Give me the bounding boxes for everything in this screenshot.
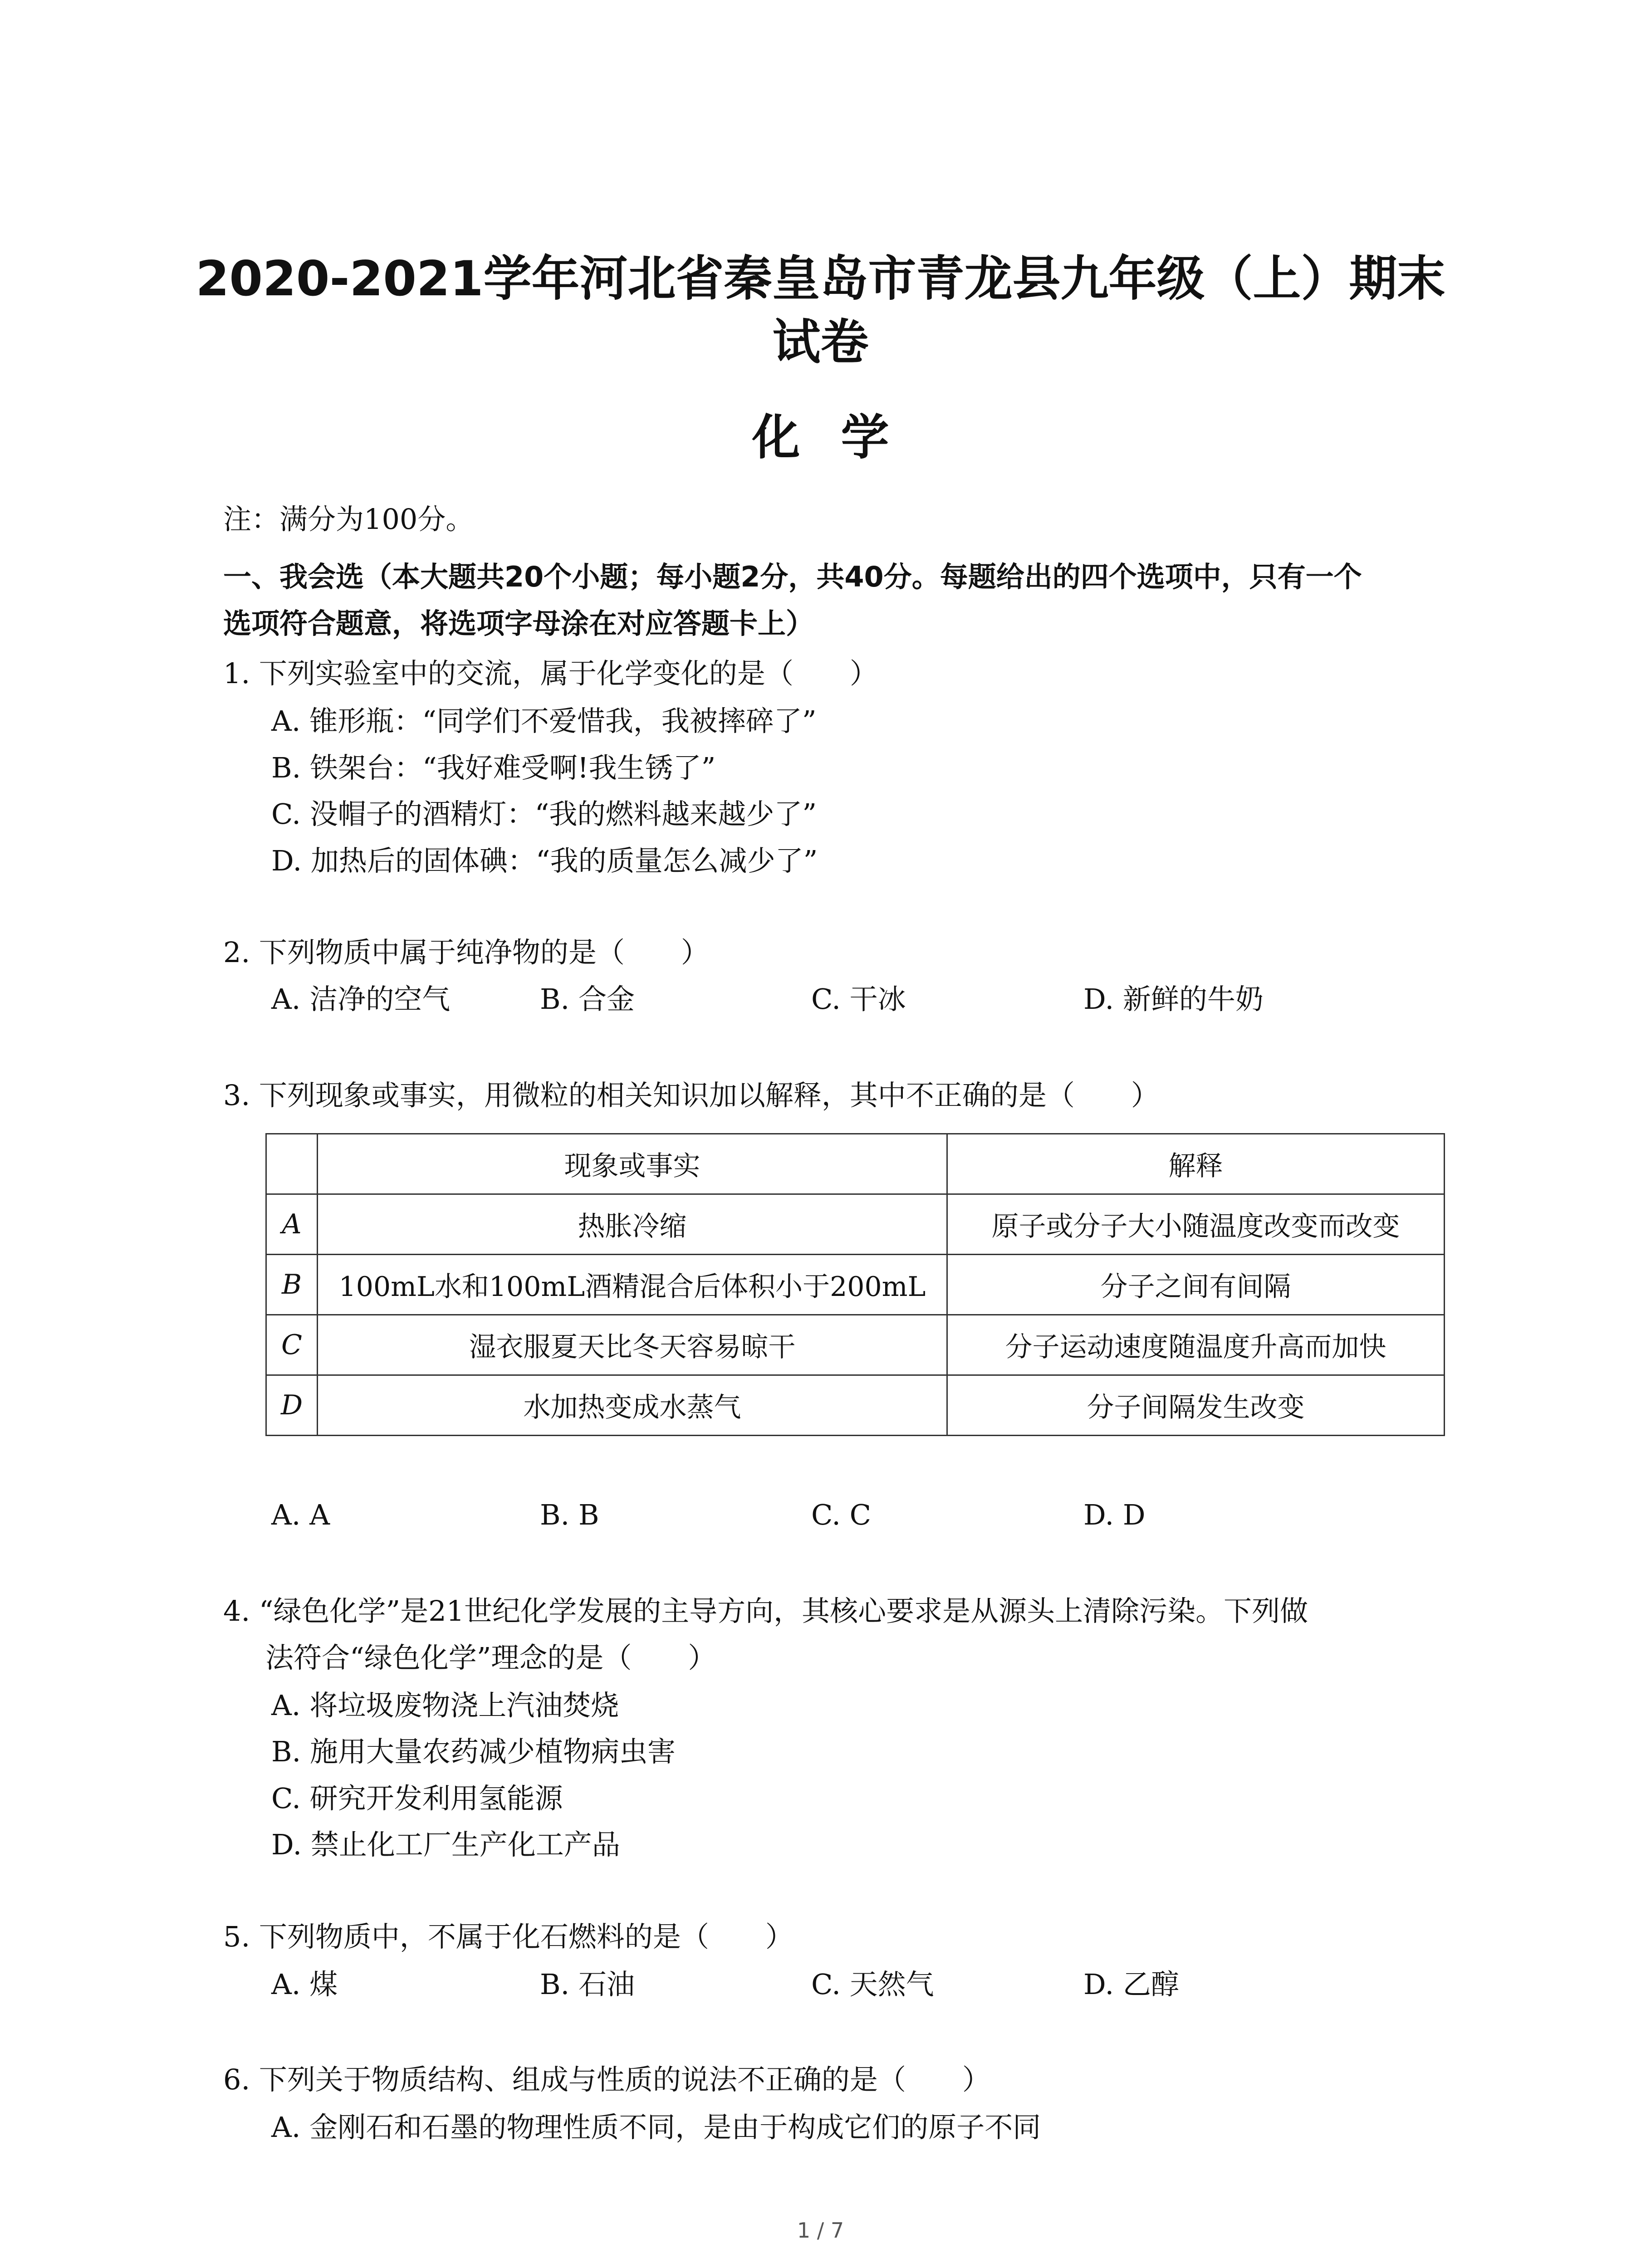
table-cell-explanation: 分子间隔发生改变 <box>947 1375 1445 1436</box>
table-header-row <box>266 1134 1445 1194</box>
question-3-option-a: A. A <box>271 1498 330 1531</box>
table-cell-phenomenon: 热胀冷缩 <box>318 1194 947 1255</box>
question-5-stem: 5. 下列物质中，不属于化石燃料的是（ ） <box>223 1920 794 1953</box>
question-4-stem-line1: 4. “绿色化学”是21世纪化学发展的主导方向，其核心要求是从源头上清除污染。下列做 <box>223 1594 1308 1628</box>
question-4-option-b: B. 施用大量农药减少植物病虫害 <box>271 1735 676 1768</box>
table-cell-key: B <box>266 1255 318 1315</box>
table-row <box>266 1194 1445 1255</box>
question-4-option-c: C. 研究开发利用氢能源 <box>271 1782 563 1815</box>
question-2-option-b: B. 合金 <box>540 982 635 1016</box>
question-3-option-d: D. D <box>1083 1498 1146 1531</box>
question-3-option-c: C. C <box>811 1498 872 1531</box>
table-cell-key: D <box>266 1375 318 1436</box>
table-cell-explanation: 分子运动速度随温度升高而加快 <box>947 1315 1445 1375</box>
table-header-key <box>266 1134 318 1194</box>
table-cell-key: A <box>266 1194 318 1255</box>
table-header-explanation: 解释 <box>947 1134 1445 1194</box>
table-cell-phenomenon: 水加热变成水蒸气 <box>318 1375 947 1436</box>
table-cell-phenomenon: 100mL水和100mL酒精混合后体积小于200mL <box>318 1255 947 1315</box>
table-row <box>266 1375 1445 1436</box>
page-title: 2020-2021学年河北省秦皇岛市青龙县九年级（上）期末试卷 <box>196 251 1445 370</box>
question-2-option-d: D. 新鲜的牛奶 <box>1083 982 1264 1016</box>
note-text: 注：满分为100分。 <box>223 503 474 536</box>
question-3-table <box>265 1133 1445 1436</box>
question-2-stem: 2. 下列物质中属于纯净物的是（ ） <box>223 936 709 969</box>
question-5-option-a: A. 煤 <box>271 1968 338 2001</box>
question-6-option-a: A. 金刚石和石墨的物理性质不同，是由于构成它们的原子不同 <box>271 2111 1041 2144</box>
question-2-option-c: C. 干冰 <box>811 982 906 1016</box>
table-cell-explanation: 原子或分子大小随温度改变而改变 <box>947 1194 1445 1255</box>
question-1-stem: 1. 下列实验室中的交流，属于化学变化的是（ ） <box>223 657 878 690</box>
question-5-option-d: D. 乙醇 <box>1083 1968 1179 2001</box>
table-row <box>266 1255 1445 1315</box>
question-1-option-b: B. 铁架台：“我好难受啊!我生锈了” <box>271 751 716 784</box>
page-number: 1 / 7 <box>797 2218 844 2243</box>
question-4-stem-line2: 法符合“绿色化学”理念的是（ ） <box>265 1641 716 1674</box>
table-row <box>266 1315 1445 1375</box>
question-5-option-b: B. 石油 <box>540 1968 635 2001</box>
question-5-option-c: C. 天然气 <box>811 1968 934 2001</box>
section-heading-line1: 一、我会选（本大题共20个小题；每小题2分，共40分。每题给出的四个选项中，只有一个 <box>223 560 1362 593</box>
question-4-option-a: A. 将垃圾废物浇上汽油焚烧 <box>271 1689 619 1722</box>
question-4-option-d: D. 禁止化工厂生产化工产品 <box>271 1828 620 1861</box>
question-1-option-c: C. 没帽子的酒精灯：“我的燃料越来越少了” <box>271 797 817 831</box>
question-3-option-b: B. B <box>540 1498 599 1531</box>
table-cell-phenomenon: 湿衣服夏天比冬天容易晾干 <box>318 1315 947 1375</box>
table-cell-key: C <box>266 1315 318 1375</box>
question-1-option-d: D. 加热后的固体碘：“我的质量怎么减少了” <box>271 844 818 877</box>
question-3-stem: 3. 下列现象或事实，用微粒的相关知识加以解释，其中不正确的是（ ） <box>223 1079 1159 1112</box>
question-6-stem: 6. 下列关于物质结构、组成与性质的说法不正确的是（ ） <box>223 2063 990 2096</box>
subject-heading: 化学 <box>752 410 930 465</box>
table-cell-explanation: 分子之间有间隔 <box>947 1255 1445 1315</box>
question-1-option-a: A. 锥形瓶：“同学们不爱惜我，我被摔碎了” <box>271 704 817 738</box>
table-header-phenomenon: 现象或事实 <box>318 1134 947 1194</box>
section-heading-line2: 选项符合题意，将选项字母涂在对应答题卡上） <box>223 607 814 640</box>
question-2-option-a: A. 洁净的空气 <box>271 982 451 1016</box>
